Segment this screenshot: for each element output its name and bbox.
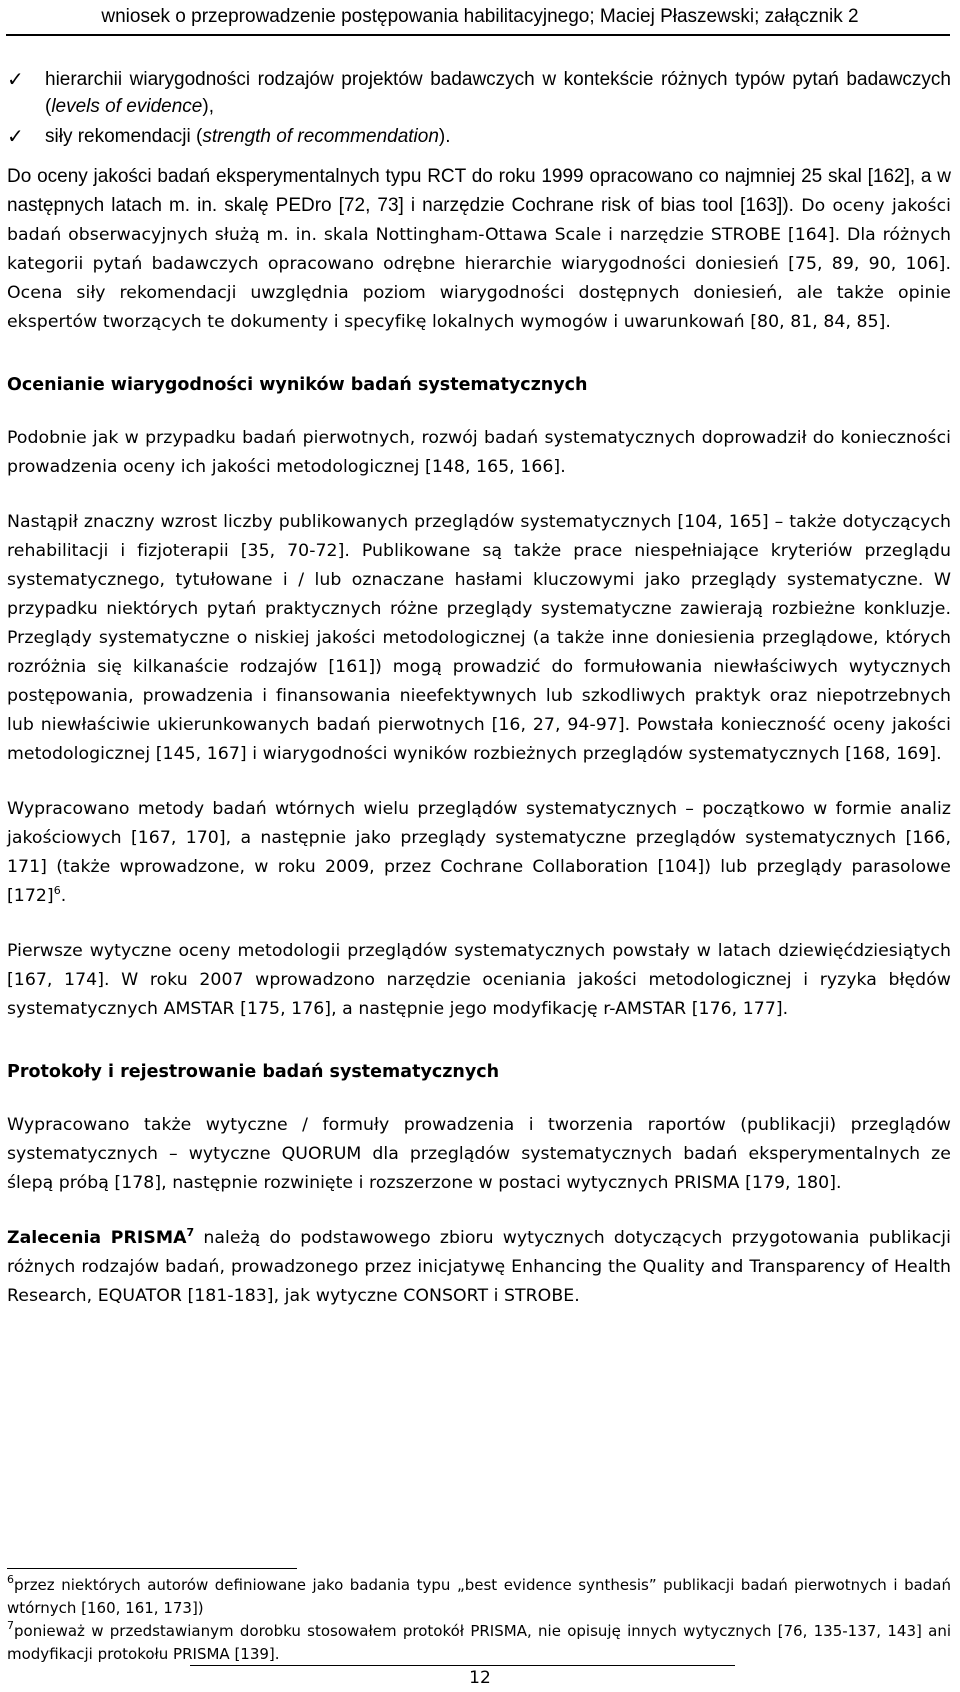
paragraph: Podobnie jak w przypadku badań pierwotnych, rozwój badań systematycznych doprowadził do konieczności prowadzenia oceny ich jakości metodologicznej [148, 165, 166]. xyxy=(7,428,951,477)
bullet-text: hierarchii wiarygodności rodzajów projektów badawczych w kontekście różnych typów pytań badawczych (levels of evidence), xyxy=(45,69,951,117)
check-icon: ✓ xyxy=(7,124,24,148)
list-item xyxy=(7,123,951,150)
intro-paragraph: Do oceny jakości badań eksperymentalnych typu RCT do roku 1999 opracowano co najmniej 25 skal [162], a w następnych latach m. in. skalę PEDro [72, 73] i narzędzie Cochrane risk of bias tool [163]). Do oceny jakości badań obserwacyjnych służą m. in. skala Nottingham-Ottawa Scale i narzędzie STROBE [164]. Dla różnych kategorii pytań badawczych opracowano odrębne hierarchie wiarygodności doniesień [75, 89, 90, 106]. Ocena siły rekomendacji uwzględnia poziom wiarygodności dostępnych doniesień, ale także opinie ekspertów tworzących te dokumenty i specyfikę lokalnych wymogów i uwarunkowań [80, 81, 84, 85]. xyxy=(7,166,952,332)
footnote: $^7$ponieważ w przedstawianym dorobku stosowałem protokół PRISMA, nie opisuję innych wytycznych [76, 135-137, 143] ani modyfikacji protokołu PRISMA [139]. xyxy=(7,1619,951,1663)
bullet-list xyxy=(7,66,951,150)
paragraph: Nastąpił znaczny wzrost liczby publikowanych przeglądów systematycznych [104, 165] – także dotyczących rehabilitacji i fizjoterapii [35, 70-72]. Publikowane są także prace niespełniające kryteriów przeglądu systematycznego, tytułowane i / lub oznaczane hasłami kluczowymi jako przeglądy systematyczne. W przypadku niektórych pytań praktycznych różne przeglądy systematyczne zawierają rozbieżne konkluzje. Przeglądy systematyczne o niskiej jakości metodologicznej (a także inne doniesienia przeglądowe, których rozróżnia się kilkanaście rodzajów [161]) mogą prowadzić do formułowania niewłaściwych wytycznych postępowania, prowadzenia i finansowania nieefektywnych lub szkodliwych praktyk oraz niepotrzebnych lub niewłaściwie ukierunkowanych badań pierwotnych [16, 27, 94-97]. Powstała konieczność oceny jakości metodologicznej [145, 167] i wiarygodności wyników rozbieżnych przeglądów systematycznych [168, 169]. xyxy=(7,512,951,764)
italic-term: levels of evidence xyxy=(51,96,203,117)
section-heading: Ocenianie wiarygodności wyników badań systematycznych xyxy=(7,375,588,395)
footer-divider xyxy=(190,1665,735,1666)
page-content xyxy=(7,66,951,1311)
footnote-ref: 6 xyxy=(53,884,61,897)
paragraph: Wypracowano metody badań wtórnych wielu przeglądów systematycznych – początkowo w formie analiz jakościowych [167, 170], a następnie jako przeglądy systematyczne przeglądów systematycznych [166, 171] (także wprowadzone, w roku 2009, przez Cochrane Collaboration [104]) lub przeglądy parasolowe $[172]^6$. xyxy=(7,799,951,906)
footnote-divider xyxy=(7,1568,297,1569)
footnotes xyxy=(7,1574,951,1666)
footnote: $^6$przez niektórych autorów definiowane jako badania typu „best evidence synthesis” publikacji badań pierwotnych i badań wtórnych [160, 161, 173]) xyxy=(7,1573,951,1617)
italic-term: strength of recommendation xyxy=(202,126,439,147)
header-divider xyxy=(6,34,950,36)
running-header: wniosek o przeprowadzenie postępowania habilitacyjnego; Maciej Płaszewski; załącznik 2 xyxy=(101,6,859,27)
paragraph: Zalecenia PRISMA$^7$ należą do podstawowego zbioru wytycznych dotyczących przygotowania publikacji różnych rodzajów badań, prowadzonego przez inicjatywę Enhancing the Quality and Transparency of Health Research, EQUATOR [181-183], jak wytyczne CONSORT i STROBE. xyxy=(7,1226,951,1306)
paragraph: Wypracowano także wytyczne / formuły prowadzenia i tworzenia raportów (publikacji) przeglądów systematycznych – wytyczne QUORUM dla przeglądów systematycznych badań eksperymentalnych ze ślepą próbą [178], następnie rozwinięte i rozszerzone w postaci wytycznych PRISMA [179, 180]. xyxy=(7,1115,951,1193)
bold-term: Zalecenia PRISMA xyxy=(7,1228,187,1248)
paragraph: Pierwsze wytyczne oceny metodologii przeglądów systematycznych powstały w latach dziewięćdziesiątych [167, 174]. W roku 2007 wprowadzono narzędzie oceniania jakości metodologicznej i ryzyka błędów systematycznych AMSTAR [175, 176], a następnie jego modyfikację r-AMSTAR [176, 177]. xyxy=(7,941,951,1019)
list-item xyxy=(7,66,951,120)
bullet-text: siły rekomendacji (strength of recommendation). xyxy=(45,126,451,147)
page-number: 12 xyxy=(469,1668,491,1688)
check-icon: ✓ xyxy=(7,67,24,91)
section-heading: Protokoły i rejestrowanie badań systematycznych xyxy=(7,1062,500,1082)
footnote-ref: 7 xyxy=(186,1226,195,1239)
